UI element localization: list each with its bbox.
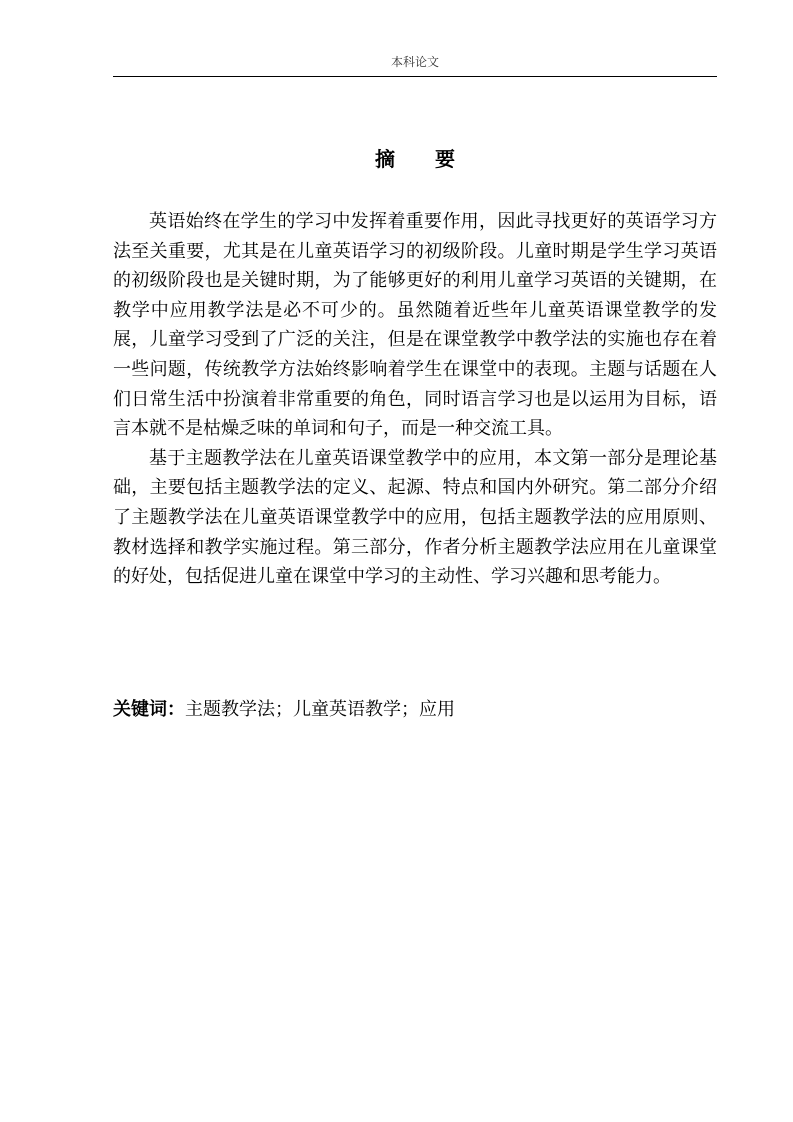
abstract-paragraph-1: 英语始终在学生的学习中发挥着重要作用，因此寻找更好的英语学习方法至关重要，尤其是在儿童英语学习的初级阶段。儿童时期是学生学习英语的初级阶段也是关键时期，为了能够更好的利用儿童学习英语的关键期，在教学中应用教学法是必不可少的。虽然随着近些年儿童英语课堂教学的发展，儿童学习受到了广泛的关注，但是在课堂教学中教学法的实施也存在着一些问题，传统教学方法始终影响着学生在课堂中的表现。主题与话题在人们日常生活中扮演着非常重要的角色，同时语言学习也是以运用为目标，语言本就不是枯燥乏味的单词和句子，而是一种交流工具。: [113, 211, 717, 440]
keywords-list: 主题教学法；儿童英语教学；应用: [185, 699, 455, 720]
abstract-title-part-2: 要: [435, 147, 455, 171]
abstract-paragraph-2: 基于主题教学法在儿童英语课堂教学中的应用，本文第一部分是理论基础，主要包括主题教学法的定义、起源、特点和国内外研究。第二部分介绍了主题教学法在儿童英语课堂教学中的应用，包括主题教学法的应用原则、教材选择和教学实施过程。第三部分，作者分析主题教学法应用在儿童课堂的好处，包括促进儿童在课堂中学习的主动性、学习兴趣和思考能力。: [113, 447, 717, 588]
keywords-label: 关键词：: [113, 699, 185, 720]
abstract-title-part-1: 摘: [375, 147, 395, 171]
abstract-body: [113, 207, 717, 592]
running-header: 本科论文: [390, 55, 439, 69]
keywords-line: [113, 695, 717, 724]
header-divider: [113, 76, 717, 77]
abstract-title: [113, 145, 717, 173]
